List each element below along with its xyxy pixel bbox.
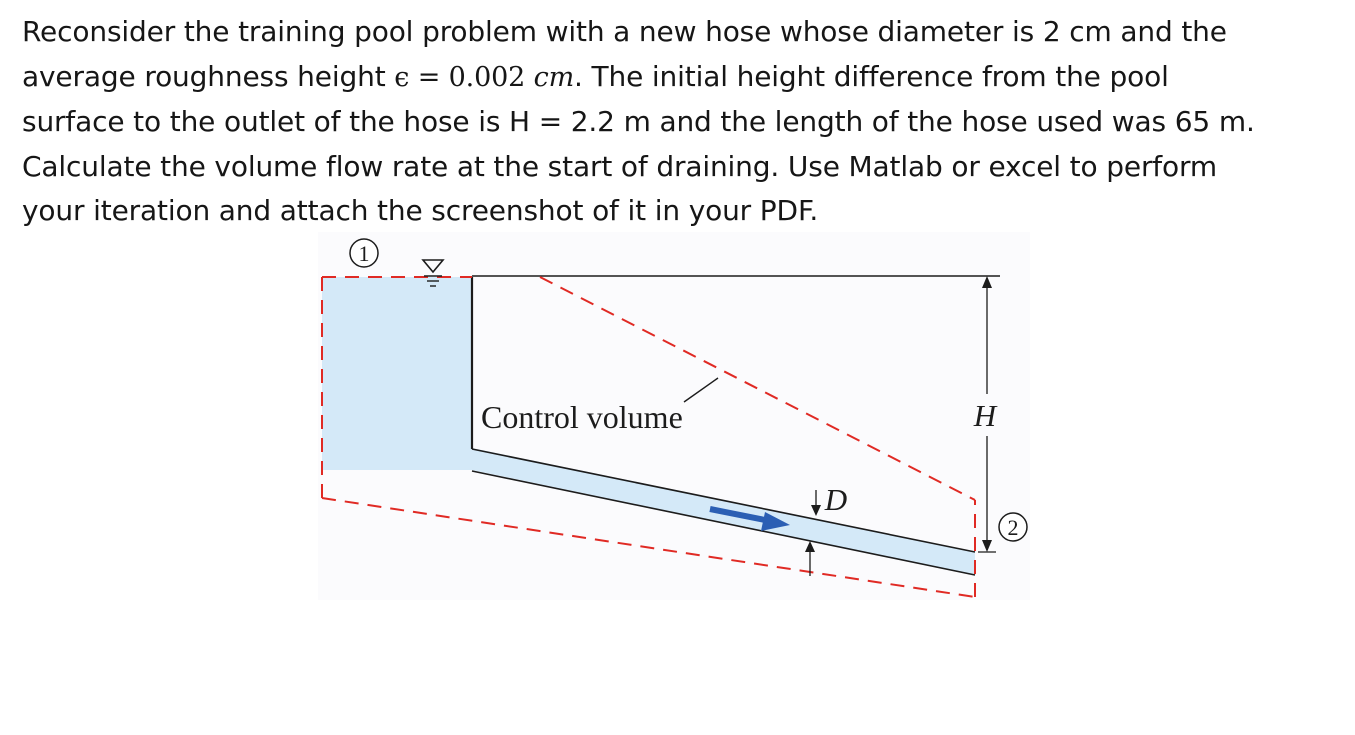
problem-line-2-start: average roughness height <box>22 59 395 93</box>
height-label: H <box>973 398 997 433</box>
problem-line-5: your iteration and attach the screenshot of it in your PDF. <box>22 194 819 227</box>
problem-line-2-end: . The initial height difference from the pool <box>574 59 1169 93</box>
problem-line-3: surface to the outlet of the hose is H = 2.2 m and the length of the hose used was 65 m. <box>22 105 1255 138</box>
pool-water <box>322 277 472 470</box>
roughness-value: = 0.002 <box>409 61 534 93</box>
problem-line-4: Calculate the volume flow rate at the start of draining. Use Matlab or excel to perform <box>22 149 1217 183</box>
point-1-label: 1 <box>358 241 370 266</box>
point-2-label: 2 <box>1007 515 1019 540</box>
control-volume-label: Control volume <box>481 399 683 435</box>
epsilon-symbol: ϵ <box>394 61 410 93</box>
roughness-unit: cm <box>533 61 575 93</box>
diameter-label: D <box>824 482 848 517</box>
problem-line-1: Reconsider the training pool problem with a new hose whose diameter is 2 cm and the <box>22 15 1227 48</box>
